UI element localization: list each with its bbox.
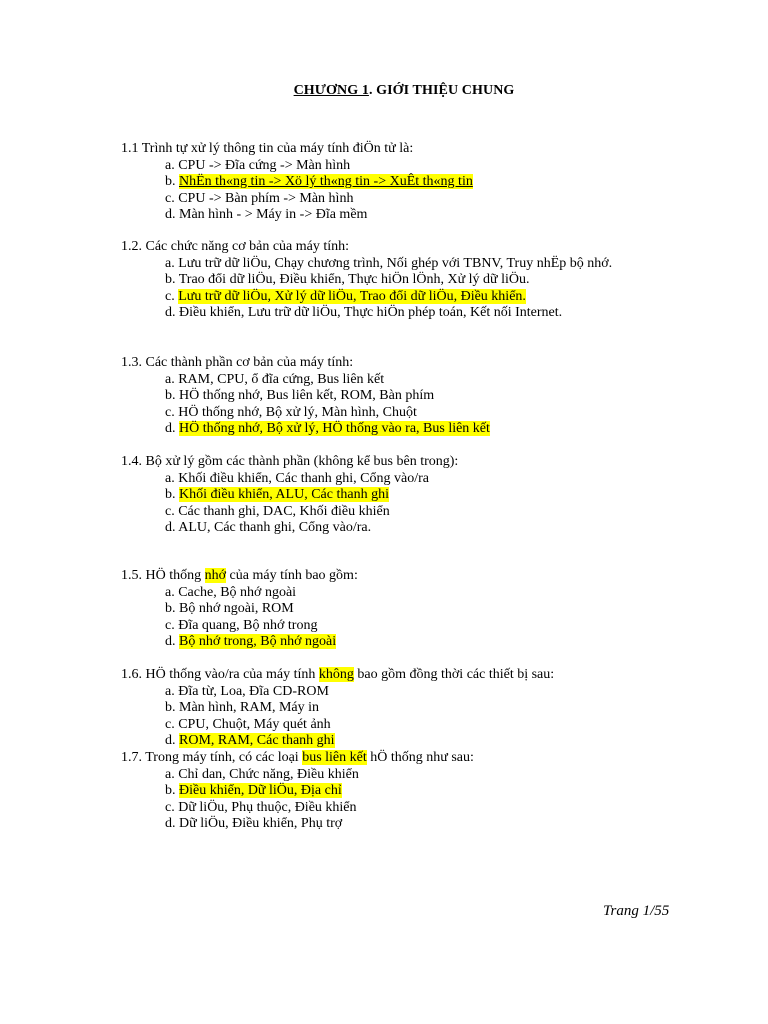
answer-option xyxy=(121,700,554,717)
question-3 xyxy=(121,355,490,438)
answer-option xyxy=(121,618,358,635)
option-letter: b. xyxy=(165,388,179,403)
option-letter: d. xyxy=(165,816,179,831)
option-letter: d. xyxy=(165,634,179,649)
option-letter: b. xyxy=(165,783,179,798)
answer-option xyxy=(121,372,490,389)
answer-option xyxy=(121,520,458,537)
option-letter: d. xyxy=(165,207,179,222)
option-text: HÖ thống nhớ, Bộ xử lý, Màn hình, Chuột xyxy=(178,404,417,420)
correct-answer-highlight: Điều khiển, Dữ liÖu, Địa chỉ xyxy=(179,783,342,798)
option-letter: a. xyxy=(165,470,179,486)
question-stem xyxy=(121,454,458,471)
answer-option xyxy=(121,634,358,651)
option-letter: a. xyxy=(165,157,179,173)
answer-option xyxy=(121,207,473,224)
answer-option xyxy=(121,158,473,175)
option-text: Điều khiển, Lưu trữ dữ liÖu, Thực hiÖn phép toán, Kết nối Internet. xyxy=(179,305,563,320)
answer-option xyxy=(121,717,554,734)
stem-keyword-highlight: bus liên kết xyxy=(302,750,367,765)
answer-option xyxy=(121,305,612,322)
question-2 xyxy=(121,239,612,322)
answer-option xyxy=(121,174,473,191)
stem-keyword-highlight: không xyxy=(318,667,354,682)
answer-option xyxy=(121,800,474,817)
correct-answer-highlight: NhËn th«ng tin -> Xö lý th«ng tin -> XuÊt th«ng tin xyxy=(179,174,473,189)
option-letter: a. xyxy=(165,255,179,271)
stem-text: 1.1 Trình tự xử lý thông tin của máy tính điÖn tử là: xyxy=(121,141,414,156)
correct-answer-highlight: HÖ thống nhớ, Bộ xử lý, HÖ thống vào ra, Bus liên kết xyxy=(179,421,490,436)
answer-option xyxy=(121,601,358,618)
correct-answer-highlight: Khối điều khiển, ALU, Các thanh ghi xyxy=(179,487,389,502)
option-letter: c. xyxy=(165,799,179,815)
option-letter: c. xyxy=(165,190,179,206)
answer-option xyxy=(121,421,490,438)
answer-option xyxy=(121,289,612,306)
option-text: ALU, Các thanh ghi, Cổng vào/ra. xyxy=(178,520,372,535)
question-6 xyxy=(121,667,554,750)
option-text: Đĩa từ, Loa, Đĩa CD-ROM xyxy=(178,683,329,699)
option-letter: a. xyxy=(165,371,179,387)
answer-option xyxy=(121,504,458,521)
option-text: Đĩa quang, Bộ nhớ trong xyxy=(178,617,318,633)
option-letter: b. xyxy=(165,487,179,502)
answer-option xyxy=(121,684,554,701)
answer-option xyxy=(121,783,474,800)
option-letter: a. xyxy=(165,683,179,699)
option-text: Bộ nhớ ngoài, ROM xyxy=(179,601,294,616)
correct-answer-highlight: ROM, RAM, Các thanh ghi xyxy=(179,733,335,748)
answer-option xyxy=(121,585,358,602)
option-letter: d. xyxy=(165,305,179,320)
answer-option xyxy=(121,487,458,504)
question-stem xyxy=(121,750,474,767)
option-letter: d. xyxy=(165,520,179,535)
stem-text: hÖ thống như sau: xyxy=(366,750,474,765)
stem-keyword-highlight: nhớ xyxy=(204,568,227,583)
page-number: Trang 1/55 xyxy=(603,903,670,919)
question-5 xyxy=(121,568,358,651)
question-stem xyxy=(121,667,554,684)
option-text: Màn hình - > Máy in -> Đĩa mềm xyxy=(179,207,368,222)
stem-text: 1.6. HÖ thống vào/ra của máy tính xyxy=(121,667,319,682)
option-text: Chỉ dan, Chức năng, Điều khiển xyxy=(178,766,359,782)
option-letter: d. xyxy=(165,421,179,436)
option-text: RAM, CPU, ổ đĩa cứng, Bus liên kết xyxy=(178,371,385,387)
option-text: HÖ thống nhớ, Bus liên kết, ROM, Bàn phím xyxy=(179,388,435,403)
question-stem xyxy=(121,239,612,256)
option-text: Khối điều khiển, Các thanh ghi, Cổng vào/ra xyxy=(178,470,430,486)
answer-option xyxy=(121,388,490,405)
chapter-title xyxy=(0,83,768,99)
stem-text: 1.4. Bộ xử lý gồm các thành phần (không kể bus bên trong): xyxy=(121,454,459,469)
question-stem xyxy=(121,141,473,158)
chapter-name: . GIỚI THIỆU CHUNG xyxy=(368,83,515,98)
answer-option xyxy=(121,405,490,422)
stem-text: bao gồm đồng thời các thiết bị sau: xyxy=(353,667,555,682)
option-letter: b. xyxy=(165,174,179,189)
option-text: Dữ liÖu, Phụ thuộc, Điều khiển xyxy=(178,799,357,815)
correct-answer-highlight: Bộ nhớ trong, Bộ nhớ ngoài xyxy=(179,634,337,649)
option-letter: b. xyxy=(165,601,179,616)
question-1 xyxy=(121,141,473,224)
option-letter: a. xyxy=(165,584,179,600)
option-letter: c. xyxy=(165,503,179,519)
option-letter: c. xyxy=(165,288,179,304)
stem-text: 1.5. HÖ thống xyxy=(121,568,205,583)
answer-option xyxy=(121,256,612,273)
answer-option xyxy=(121,191,473,208)
answer-option xyxy=(121,816,474,833)
answer-option xyxy=(121,767,474,784)
option-letter: b. xyxy=(165,272,179,287)
option-text: Lưu trữ dữ liÖu, Chạy chương trình, Nối ghép với TBNV, Truy nhËp bộ nhớ. xyxy=(178,255,613,271)
answer-option xyxy=(121,733,554,750)
question-7 xyxy=(121,750,474,833)
option-text: Các thanh ghi, DAC, Khối điều khiển xyxy=(178,503,390,519)
question-4 xyxy=(121,454,458,537)
option-text: Màn hình, RAM, Máy in xyxy=(179,700,319,715)
stem-text: 1.3. Các thành phần cơ bản của máy tính: xyxy=(121,355,354,370)
stem-text: 1.7. Trong máy tính, có các loại xyxy=(121,750,303,765)
option-letter: c. xyxy=(165,404,179,420)
option-letter: c. xyxy=(165,617,179,633)
option-text: CPU -> Đĩa cứng -> Màn hình xyxy=(178,157,351,173)
correct-answer-highlight: Lưu trữ dữ liÖu, Xử lý dữ liÖu, Trao đổi dữ liÖu, Điều khiển. xyxy=(178,288,526,304)
option-text: CPU, Chuột, Máy quét ảnh xyxy=(178,716,331,732)
option-letter: d. xyxy=(165,733,179,748)
answer-option xyxy=(121,272,612,289)
question-stem xyxy=(121,355,490,372)
option-letter: c. xyxy=(165,716,179,732)
stem-text: 1.2. Các chức năng cơ bản của máy tính: xyxy=(121,239,350,254)
chapter-number: CHƯƠNG 1 xyxy=(293,83,369,98)
option-text: CPU -> Bàn phím -> Màn hình xyxy=(178,190,354,206)
stem-text: của máy tính bao gồm: xyxy=(226,568,358,583)
option-text: Trao đổi dữ liÖu, Điều khiển, Thực hiÖn lÖnh, Xử lý dữ liÖu. xyxy=(178,272,530,287)
option-text: Dữ liÖu, Điều khiển, Phụ trợ xyxy=(179,816,343,831)
answer-option xyxy=(121,471,458,488)
question-stem xyxy=(121,568,358,585)
option-text: Cache, Bộ nhớ ngoài xyxy=(178,584,297,600)
option-letter: b. xyxy=(165,700,179,715)
option-letter: a. xyxy=(165,766,179,782)
